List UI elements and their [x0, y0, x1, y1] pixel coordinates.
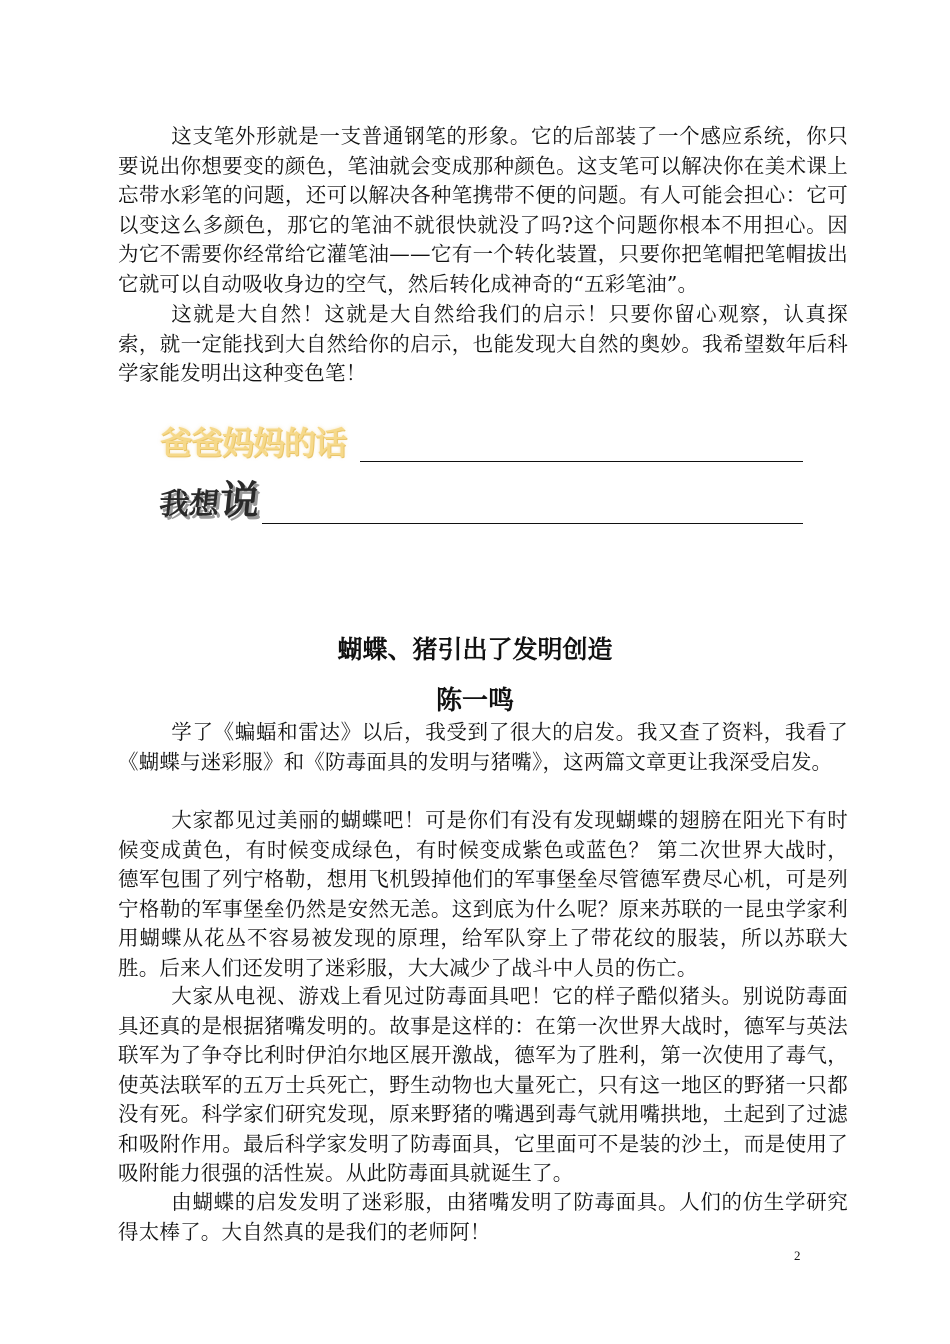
paragraph-nature-conclusion: 这就是大自然！这就是大自然给我们的启示！只要你留心观察，认真探索，就一定能找到大自然给你的启示，也能发现大自然的奥妙。我希望数年后科学家能发明出这种变色笔！	[118, 302, 848, 385]
parents-comment-label: 爸爸妈妈的话	[160, 424, 347, 462]
article-author: 陈一鸣	[435, 686, 514, 716]
my-words-label-suffix: 说	[217, 478, 263, 524]
my-words-row	[157, 470, 810, 530]
my-words-label-prefix: 我想	[157, 487, 222, 522]
article-title: 蝴蝶、猪引出了发明创造	[337, 635, 613, 664]
article-paragraph-intro: 学了《蝙蝠和雷达》以后，我受到了很大的启发。我又查了资料，我看了《蝴蝶与迷彩服》和《防毒面具的发明与猪嘴》，这两篇文章更让我深受启发。	[118, 720, 848, 774]
article-paragraph-gas-mask: 大家从电视、游戏上看见过防毒面具吧！它的样子酷似猪头。别说防毒面具还真的是根据猪嘴发明的。故事是这样的：在第一次世界大战时，德军与英法联军为了争夺比利时伊泊尔地区展开激战，德军为了胜利，第一次使用了毒气，使英法联军的五万士兵死亡，野生动物也大量死亡，只有这一地区的野猪一只都没有死。科学家们研究发现，原来野猪的嘴遇到毒气就用嘴拱地，土起到了过滤和吸附作用。最后科学家发明了防毒面具，它里面可不是装的沙土，而是使用了吸附能力很强的活性炭。从此防毒面具就诞生了。	[118, 984, 848, 1185]
article-paragraph-conclusion: 由蝴蝶的启发发明了迷彩服，由猪嘴发明了防毒面具。人们的仿生学研究得太棒了。大自然真的是我们的老师阿！	[118, 1190, 848, 1244]
page-number: 2	[794, 1248, 801, 1263]
parents-comment-line	[360, 461, 803, 462]
article-paragraph-butterfly: 大家都见过美丽的蝴蝶吧！可是你们有没有发现蝴蝶的翅膀在阳光下有时候变成黄色，有时候变成绿色，有时候变成紫色或蓝色？ 第二次世界大战时，德军包围了列宁格勒，想用飞机毁掉他们的军事堡垒尽管德军费尽心机，可是列宁格勒的军事堡垒仍然是安然无恙。这到底为什么呢？原来苏联的一昆虫学家利用蝴蝶从花丛不容易被发现的原理，给军队穿上了带花纹的服装，所以苏联大胜。后来人们还发明了迷彩服，大大减少了战斗中人员的伤亡。	[118, 808, 848, 980]
parents-comment-row	[160, 408, 810, 468]
my-words-line	[262, 523, 803, 524]
my-words-label	[157, 469, 263, 526]
paragraph-pen-description: 这支笔外形就是一支普通钢笔的形象。它的后部装了一个感应系统，你只要说出你想要变的颜色，笔油就会变成那种颜色。这支笔可以解决你在美术课上忘带水彩笔的问题，还可以解决各种笔携带不便的问题。有人可能会担心：它可以变这么多颜色，那它的笔油不就很快就没了吗?这个问题你根本不用担心。因为它不需要你经常给它灌笔油——它有一个转化装置，只要你把笔帽把笔帽拔出它就可以自动吸收身边的空气，然后转化成神奇的“五彩笔油”。	[118, 124, 848, 296]
